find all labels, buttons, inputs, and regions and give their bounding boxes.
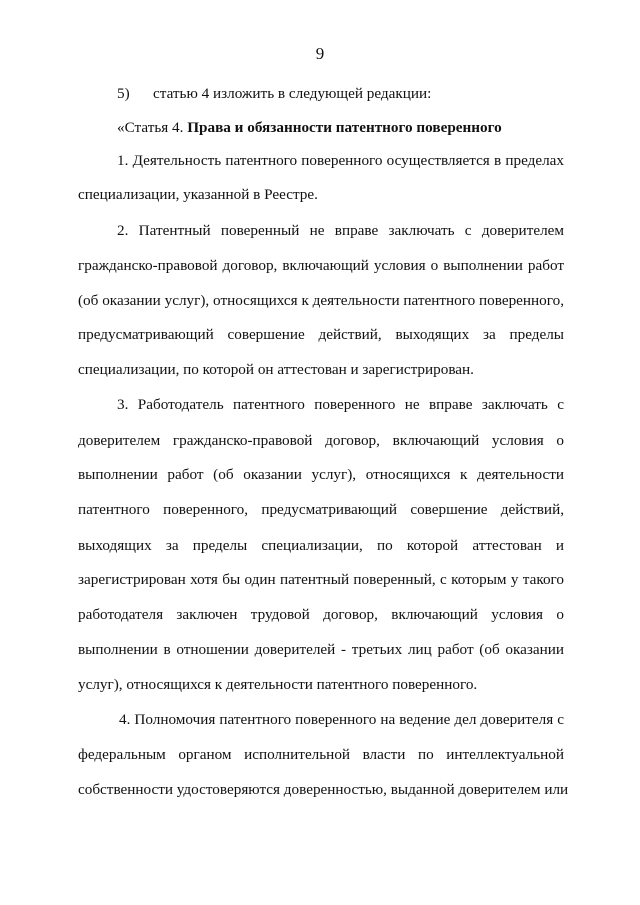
item-5-text: статью 4 изложить в следующей редакции: xyxy=(153,85,432,102)
paragraph-line: 1. Деятельность патентного поверенного осуществляется в пределах xyxy=(117,152,564,169)
paragraph-line: патентного поверенного, предусматривающий совершение действий, xyxy=(78,501,564,518)
paragraph-line: доверителем гражданско-правовой договор, включающий условия о xyxy=(78,432,564,449)
article-heading xyxy=(117,118,564,138)
paragraph-line: специализации, по которой он аттестован и зарегистрирован. xyxy=(78,361,474,378)
article-heading-title: Права и обязанности патентного поверенного xyxy=(187,119,502,136)
paragraph-line: предусматривающий совершение действий, выходящих за пределы xyxy=(78,326,564,343)
paragraph-line: 2. Патентный поверенный не вправе заключать с доверителем xyxy=(117,222,564,239)
item-5-number: 5) xyxy=(117,85,130,102)
paragraph-line: (об оказании услуг), относящихся к деятельности патентного поверенного, xyxy=(78,292,564,309)
paragraph-line: 3. Работодатель патентного поверенного не вправе заключать с xyxy=(117,396,564,413)
paragraph-line: гражданско-правовой договор, включающий условия о выполнении работ xyxy=(78,257,564,274)
paragraph-line: 4. Полномочия патентного поверенного на ведение дел доверителя с xyxy=(119,711,564,728)
paragraph-line: выполнении работ (об оказании услуг), относящихся к деятельности xyxy=(78,466,564,483)
paragraph-line: специализации, указанной в Реестре. xyxy=(78,186,318,203)
paragraph-line: услуг), относящихся к деятельности патентного поверенного. xyxy=(78,676,478,693)
paragraph-line: собственности удостоверяются доверенностью, выданной доверителем или xyxy=(78,781,569,798)
paragraph-line: выполнении в отношении доверителей - третьих лиц работ (об оказании xyxy=(78,641,564,658)
page-number: 9 xyxy=(315,44,325,63)
article-heading-prefix: «Статья 4. xyxy=(117,119,184,136)
paragraph-line: федеральным органом исполнительной власти по интеллектуальной xyxy=(78,746,564,763)
paragraph-line: выходящих за пределы специализации, по которой аттестован и xyxy=(78,537,564,554)
paragraph-line: работодателя заключен трудовой договор, включающий условия о xyxy=(78,606,564,623)
paragraph-line: зарегистрирован хотя бы один патентный поверенный, с которым у такого xyxy=(78,571,564,588)
